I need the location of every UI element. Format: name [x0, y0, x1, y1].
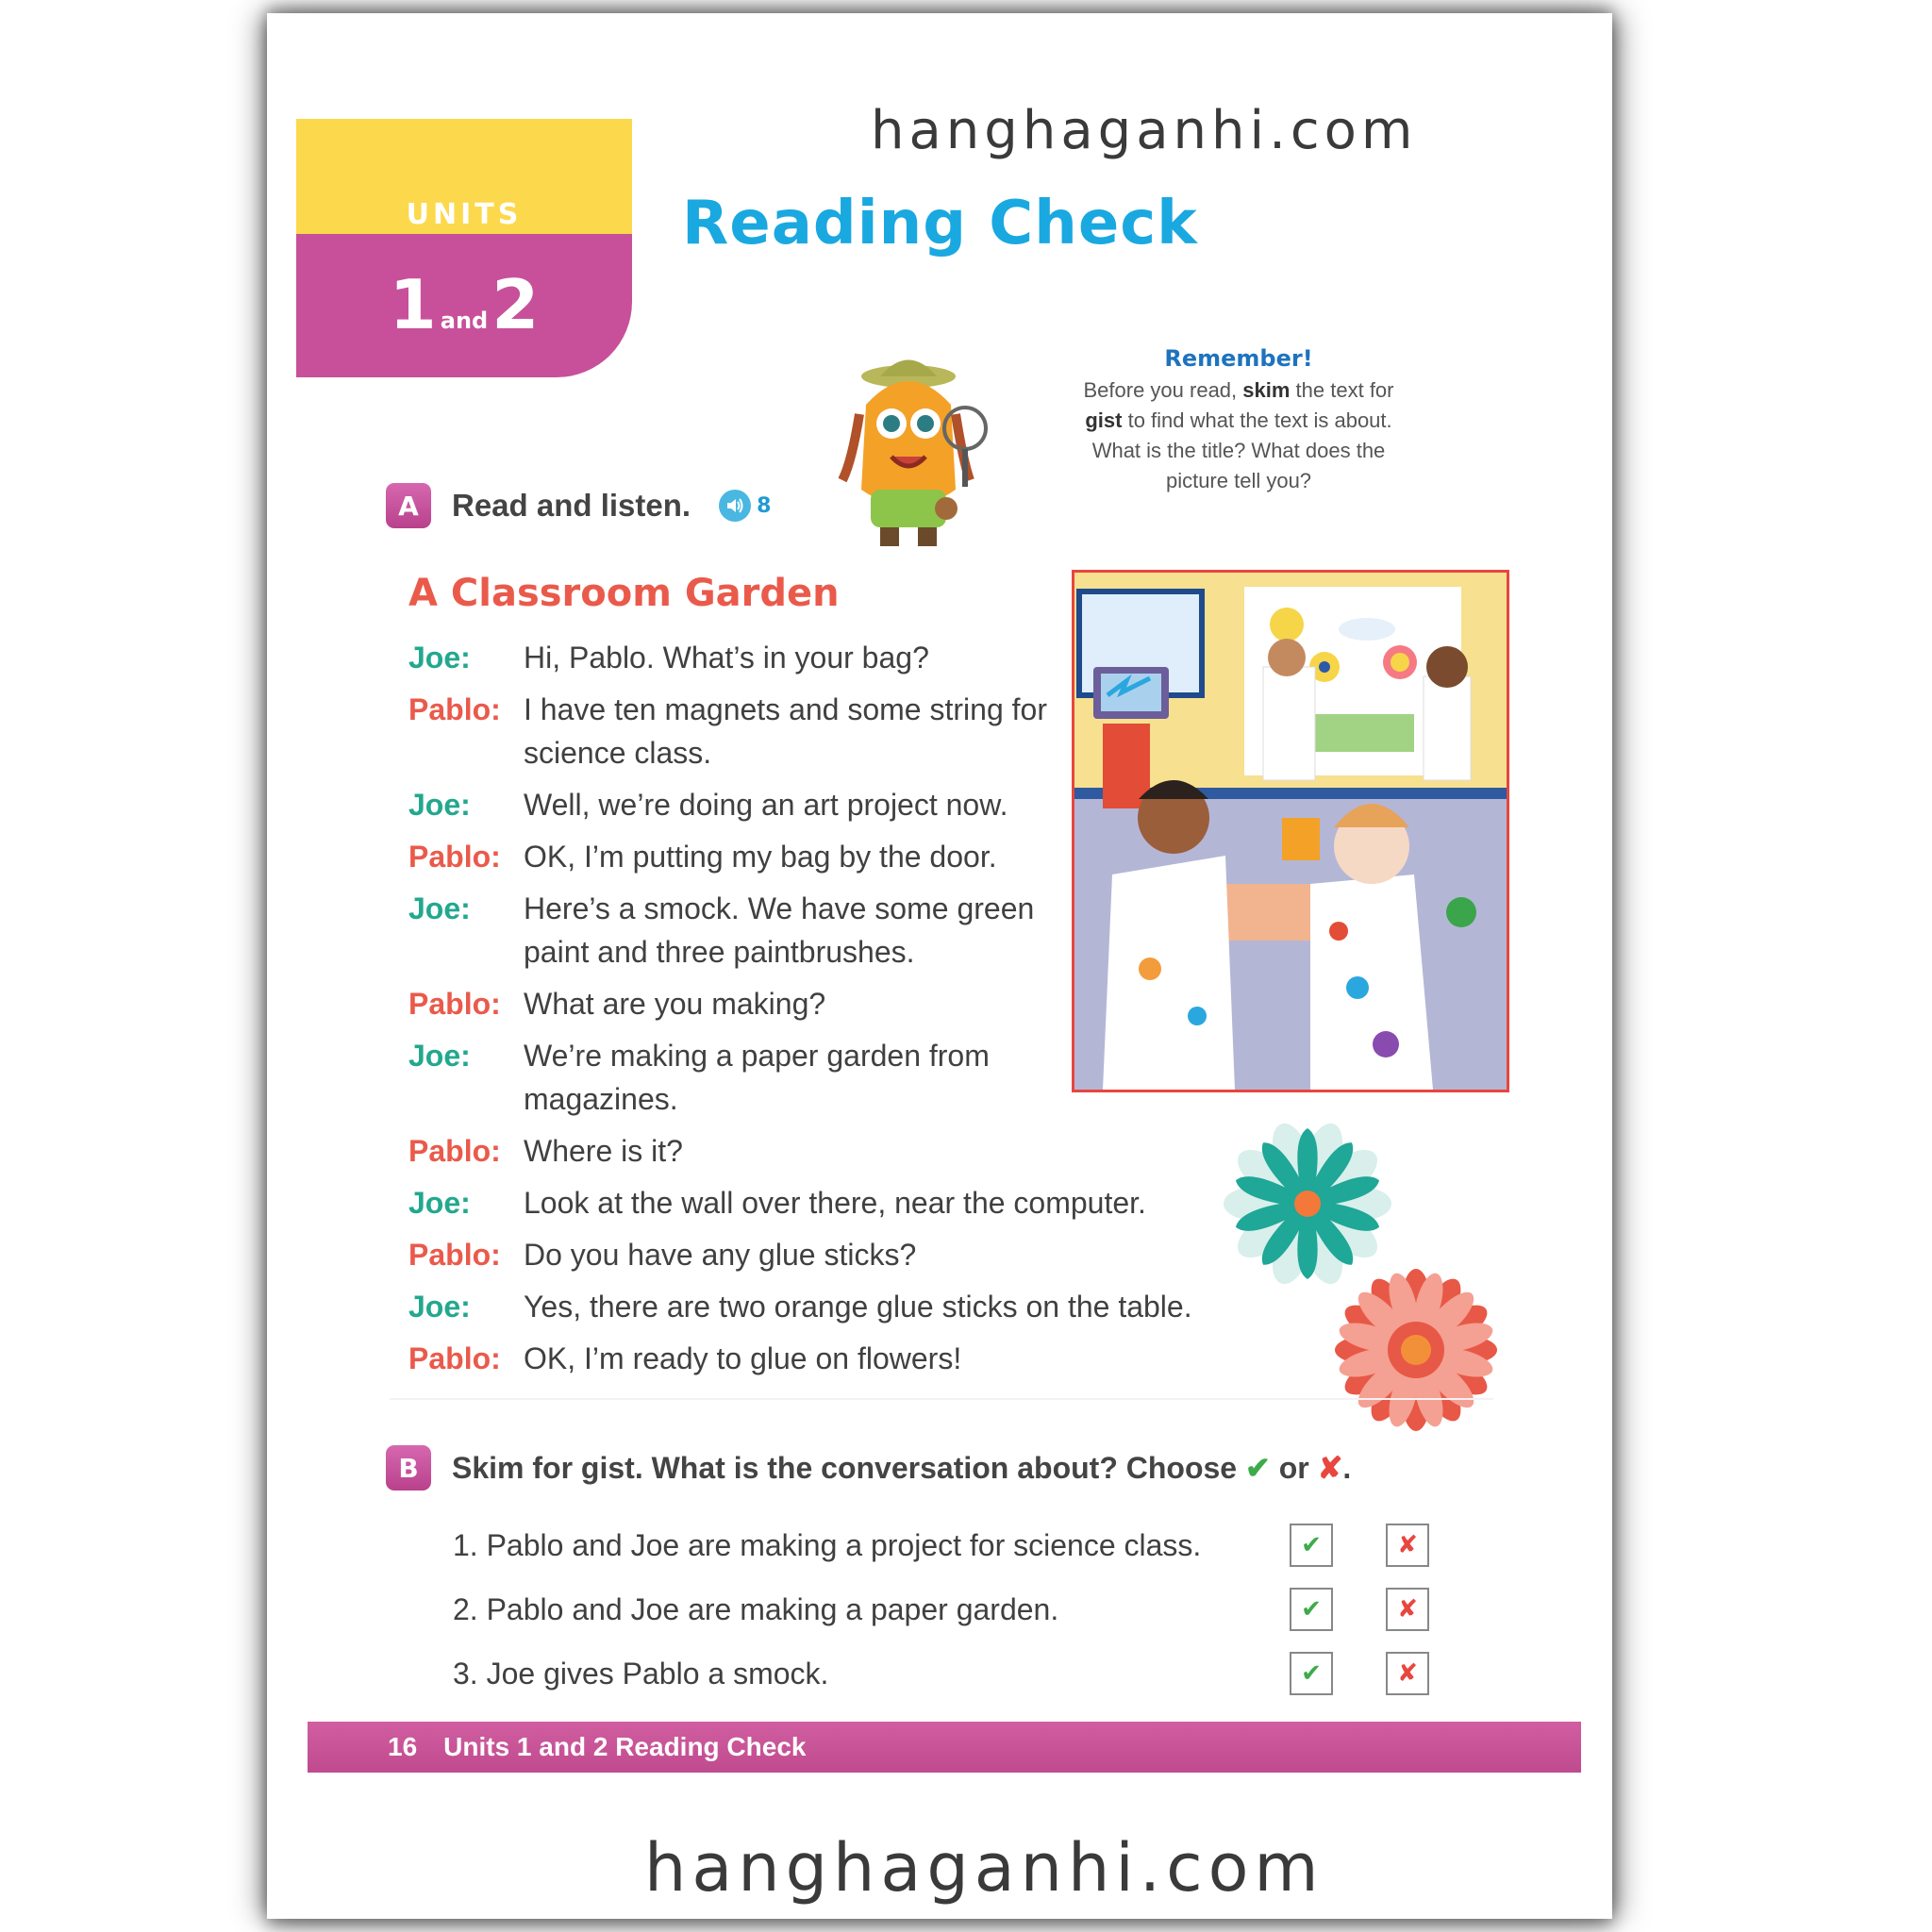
story-title: A Classroom Garden	[408, 572, 840, 615]
speech-text: Well, we’re doing an art project now.	[524, 788, 1008, 822]
remember-text-part: the text for	[1290, 378, 1394, 402]
speaker-label: Pablo:	[408, 1238, 501, 1272]
false-checkbox[interactable]	[1386, 1524, 1429, 1567]
footer-title: Units 1 and 2 Reading Check	[443, 1732, 807, 1761]
check-mark-icon: ✔	[1301, 1659, 1322, 1688]
section-b-instruction-text: Skim for gist. What is the conversation about? Choose	[452, 1451, 1238, 1485]
speech-text: Where is it?	[524, 1134, 683, 1168]
classroom-illustration	[1072, 570, 1509, 1092]
remember-text	[1074, 375, 1404, 496]
unit-number-2: 2	[491, 265, 540, 344]
dialog-line	[408, 1181, 1314, 1224]
check-mark-icon: ✔	[1301, 1595, 1322, 1624]
question-number: 3.	[453, 1656, 478, 1690]
speaker-label: Pablo:	[408, 1341, 501, 1375]
dialog-line	[408, 1233, 1314, 1276]
speaker-label: Joe:	[408, 1186, 471, 1220]
section-a-badge: A	[386, 483, 431, 528]
question-text	[453, 1657, 1290, 1691]
question-statement: Joe gives Pablo a smock.	[486, 1656, 829, 1690]
question-row	[453, 1641, 1491, 1706]
page-footer	[308, 1722, 1581, 1773]
audio-track-number: 8	[757, 493, 772, 518]
unit-tab	[296, 119, 632, 377]
speaker-label: Joe:	[408, 1039, 471, 1073]
page-number: 16	[388, 1732, 418, 1761]
question-row	[453, 1513, 1491, 1577]
question-number: 2.	[453, 1591, 478, 1626]
unit-numbers	[296, 265, 632, 344]
true-checkbox[interactable]	[1290, 1588, 1333, 1631]
remember-title: Remember!	[1164, 345, 1313, 372]
dialog-line	[408, 1337, 1314, 1380]
speaker-label: Joe:	[408, 891, 471, 925]
speaker-audio-icon[interactable]	[719, 490, 751, 522]
page-title: Reading Check	[682, 189, 1198, 258]
speech-text: OK, I’m ready to glue on flowers!	[524, 1341, 962, 1375]
speech-text: Yes, there are two orange glue sticks on the table.	[524, 1290, 1192, 1324]
speech-text: I have ten magnets and some string for science class.	[524, 692, 1047, 770]
speech-text: We’re making a paper garden from magazines.	[524, 1039, 990, 1116]
speech-text: Here’s a smock. We have some green paint and three paintbrushes.	[524, 891, 1035, 969]
false-checkbox[interactable]	[1386, 1588, 1429, 1631]
true-checkbox[interactable]	[1290, 1652, 1333, 1695]
true-checkbox[interactable]	[1290, 1524, 1333, 1567]
speaker-label: Joe:	[408, 1290, 471, 1324]
question-list	[453, 1513, 1491, 1706]
or-text: or	[1278, 1451, 1309, 1485]
speech-text: Look at the wall over there, near the computer.	[524, 1186, 1146, 1220]
remember-text-part: to find what the text is about. What is the title? What does the picture tell you?	[1091, 408, 1392, 492]
speech-text: Do you have any glue sticks?	[524, 1238, 917, 1272]
speaker-label: Pablo:	[408, 987, 501, 1021]
cross-mark-icon: ✘	[1397, 1659, 1418, 1688]
question-number: 1.	[453, 1527, 478, 1562]
speech-text: Hi, Pablo. What’s in your bag?	[524, 641, 929, 675]
dialog-line	[408, 1285, 1314, 1328]
unit-number-1: 1	[389, 265, 437, 344]
unit-label: UNITS	[406, 198, 523, 231]
section-b-instruction	[452, 1450, 1351, 1486]
speaker-label: Joe:	[408, 641, 471, 675]
speech-text: OK, I’m putting my bag by the door.	[524, 840, 997, 874]
dialog-line	[408, 1129, 1314, 1173]
remember-keyword-skim: skim	[1242, 378, 1291, 402]
remember-keyword-gist: gist	[1085, 408, 1123, 432]
watermark-bottom: hanghaganhi.com	[644, 1829, 1324, 1907]
speech-text: What are you making?	[524, 987, 826, 1021]
watermark-top: hanghaganhi.com	[871, 100, 1418, 161]
remember-tip	[1074, 345, 1404, 496]
question-text	[453, 1592, 1290, 1627]
check-mark-icon: ✔	[1301, 1531, 1322, 1559]
section-b-badge: B	[386, 1445, 431, 1491]
question-row	[453, 1577, 1491, 1641]
question-text	[453, 1528, 1290, 1563]
textbook-page	[267, 13, 1612, 1919]
coral-flower-icon	[1331, 1265, 1501, 1439]
cross-mark-icon: ✘	[1317, 1451, 1343, 1485]
question-statement: Pablo and Joe are making a paper garden.	[486, 1591, 1059, 1626]
speaker-label: Pablo:	[408, 692, 501, 726]
section-a-instruction: Read and listen.	[452, 488, 691, 523]
cross-mark-icon: ✘	[1397, 1595, 1418, 1624]
speaker-label: Pablo:	[408, 840, 501, 874]
false-checkbox[interactable]	[1386, 1652, 1429, 1695]
cross-mark-icon: ✘	[1397, 1531, 1418, 1559]
period-text: .	[1342, 1451, 1352, 1485]
unit-conj: and	[440, 308, 489, 334]
section-b-header	[386, 1445, 1351, 1491]
speaker-label: Joe:	[408, 788, 471, 822]
check-mark-icon: ✔	[1244, 1451, 1271, 1485]
section-a-header	[386, 483, 771, 528]
explorer-mascot-icon	[833, 348, 1022, 556]
remember-text-part: Before you read,	[1083, 378, 1243, 402]
question-statement: Pablo and Joe are making a project for science class.	[486, 1527, 1202, 1562]
section-divider	[390, 1398, 1493, 1400]
speaker-label: Pablo:	[408, 1134, 501, 1168]
audio-track-button[interactable]	[719, 490, 771, 522]
